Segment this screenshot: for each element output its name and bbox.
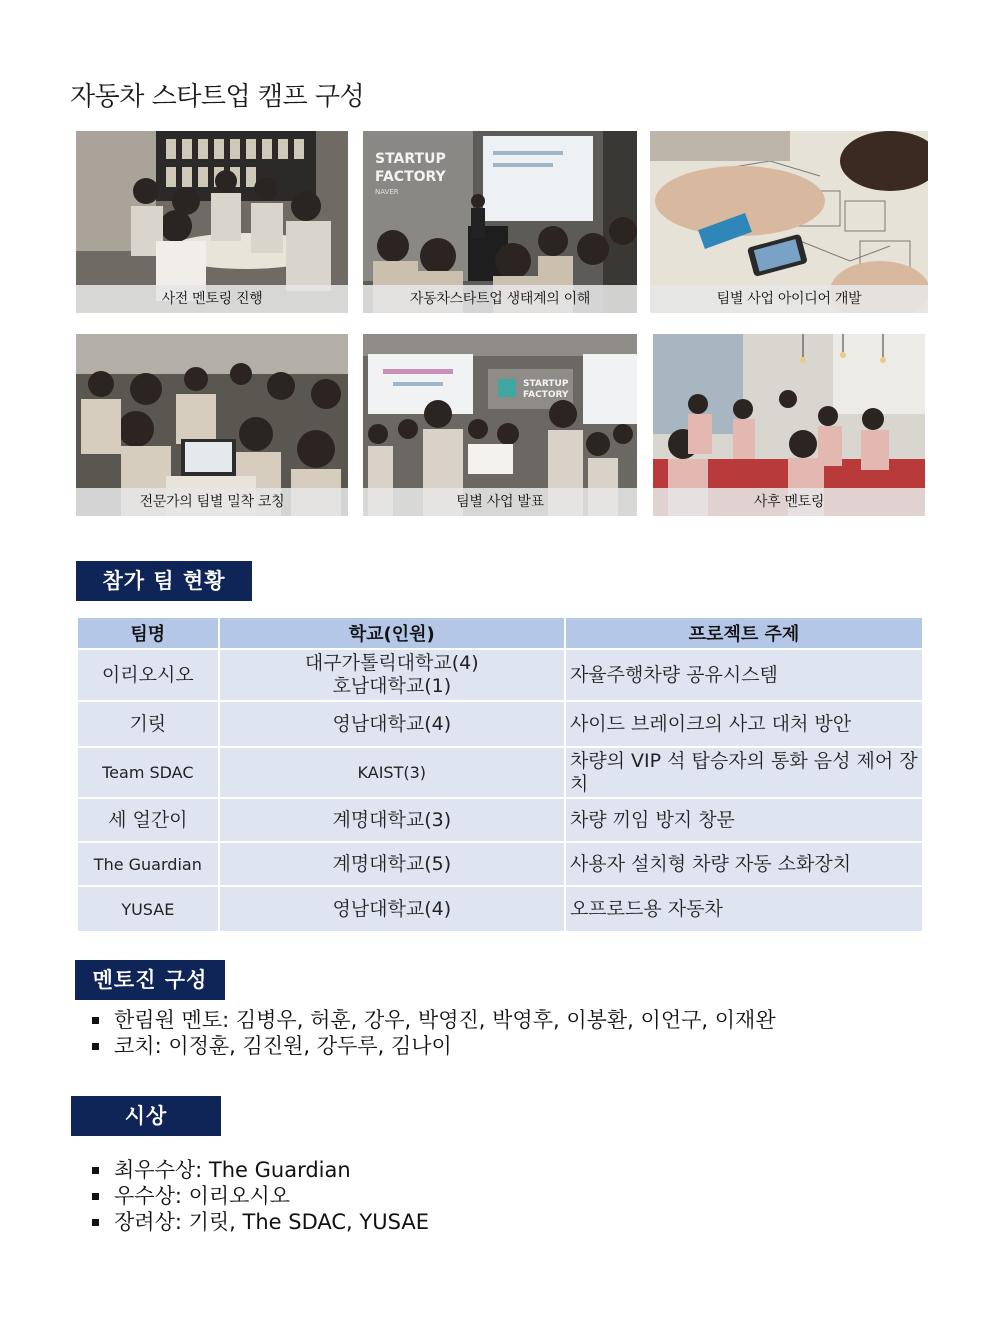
photo-caption: 사후 멘토링 (653, 488, 925, 516)
award-encouragement: 장려상: 기릿, The SDAC, YUSAE (114, 1210, 429, 1234)
bullet-icon (92, 1017, 99, 1024)
school-name: 영남대학교(4) (220, 702, 564, 748)
coach-line: 코치: 이정훈, 김진원, 강두루, 김나이 (114, 1034, 452, 1058)
photo-caption: 자동차스타트업 생태계의 이해 (363, 285, 637, 313)
table-row (78, 650, 922, 702)
teams-section-heading: 참가 팀 현황 (76, 561, 252, 601)
table-row (78, 748, 922, 799)
team-name: Team SDAC (78, 748, 218, 799)
sign-text: FACTORY (375, 169, 446, 185)
column-header-school: 학교(인원) (220, 618, 564, 650)
project-topic: 사이드 브레이크의 사고 대처 방안 (566, 702, 922, 748)
team-name: 기릿 (78, 702, 218, 748)
photo-team-presentation (363, 334, 637, 516)
sign-text: STARTUP (523, 379, 569, 389)
page-title: 자동차 스타트업 캠프 구성 (70, 82, 365, 112)
team-name: The Guardian (78, 843, 218, 887)
mentor-line: 한림원 멘토: 김병우, 허훈, 강우, 박영진, 박영후, 이봉환, 이언구, 이재완 (114, 1008, 776, 1032)
team-name: 세 얼간이 (78, 799, 218, 843)
mentors-section-heading: 멘토진 구성 (75, 960, 225, 1000)
sign-text: NAVER (375, 188, 399, 196)
column-header-team: 팀명 (78, 618, 218, 650)
school-name: 호남대학교(1) (332, 675, 452, 697)
award-excellence: 우수상: 이리오시오 (114, 1184, 291, 1208)
teams-table (76, 618, 924, 933)
table-row (78, 702, 922, 748)
school-name: 영남대학교(4) (220, 887, 564, 933)
photo-ecosystem-lecture (363, 131, 637, 313)
photo-follow-up-mentoring (653, 334, 925, 516)
sign-text: FACTORY (523, 390, 569, 400)
team-name: 이리오시오 (78, 650, 218, 702)
bullet-icon (92, 1219, 99, 1226)
photo-caption: 팀별 사업 발표 (363, 488, 637, 516)
photo-caption: 사전 멘토링 진행 (76, 285, 348, 313)
team-name: YUSAE (78, 887, 218, 933)
school-name: 대구가톨릭대학교(4) (304, 652, 479, 674)
list-item (90, 1183, 429, 1209)
photo-expert-coaching (76, 334, 348, 516)
project-topic: 오프로드용 자동차 (566, 887, 922, 933)
school-name: KAIST(3) (220, 748, 564, 799)
photo-idea-development (650, 131, 928, 313)
awards-section-heading: 시상 (71, 1096, 221, 1136)
project-topic: 자율주행차량 공유시스템 (566, 650, 922, 702)
photo-caption: 팀별 사업 아이디어 개발 (650, 285, 928, 313)
table-row (78, 843, 922, 887)
project-topic: 차량 끼임 방지 창문 (566, 799, 922, 843)
bullet-icon (92, 1043, 99, 1050)
school-name: 계명대학교(5) (220, 843, 564, 887)
awards-list (90, 1157, 429, 1235)
school-name: 계명대학교(3) (220, 799, 564, 843)
table-row (78, 887, 922, 933)
bullet-icon (92, 1167, 99, 1174)
list-item (90, 1007, 776, 1033)
award-grand-prize: 최우수상: The Guardian (114, 1158, 351, 1182)
list-item (90, 1033, 776, 1059)
photo-pre-mentoring (76, 131, 348, 313)
column-header-topic: 프로젝트 주제 (566, 618, 922, 650)
bullet-icon (92, 1193, 99, 1200)
teams-table-header-row (78, 618, 922, 650)
list-item (90, 1209, 429, 1235)
project-topic: 차량의 VIP 석 탑승자의 통화 음성 제어 장치 (566, 748, 922, 799)
sign-text: STARTUP (375, 151, 446, 167)
project-topic: 사용자 설치형 차량 자동 소화장치 (566, 843, 922, 887)
photo-caption: 전문가의 팀별 밀착 코칭 (76, 488, 348, 516)
school-cell (220, 650, 564, 702)
mentors-list (90, 1007, 776, 1059)
table-row (78, 799, 922, 843)
list-item (90, 1157, 429, 1183)
